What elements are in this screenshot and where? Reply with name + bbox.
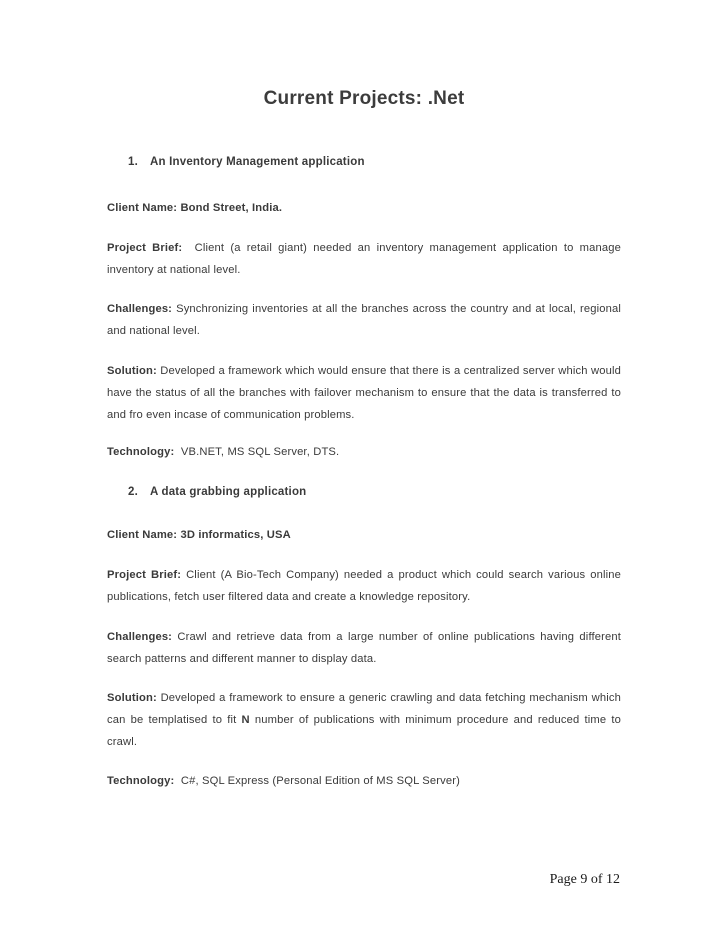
project-2-name: A data grabbing application xyxy=(150,486,307,498)
project-2-solution-bold: N xyxy=(241,714,250,726)
project-2-solution-text-2: number of publications with minimum procedure and reduced time to crawl. xyxy=(107,714,621,748)
project-2-technology-label: Technology: xyxy=(107,775,175,787)
project-2-brief-label: Project Brief: xyxy=(107,569,182,581)
project-2-solution xyxy=(107,687,621,753)
project-2-client-label: Client Name: xyxy=(107,529,178,541)
project-1-solution-label: Solution: xyxy=(107,365,157,377)
project-1-challenges-label: Challenges: xyxy=(107,303,173,315)
project-2-technology xyxy=(107,770,621,792)
project-1-challenges-text: Synchronizing inventories at all the branches across the country and at local, regional and national level. xyxy=(107,303,621,337)
project-1-number: 1. xyxy=(128,156,138,168)
project-2-client-value: 3D informatics, USA xyxy=(180,529,291,541)
project-2-challenges-label: Challenges: xyxy=(107,631,173,643)
project-2-brief xyxy=(107,564,621,608)
project-1-brief xyxy=(107,237,621,281)
project-2-technology-text: C#, SQL Express (Personal Edition of MS SQL Server) xyxy=(180,775,461,787)
page-number: Page 9 of 12 xyxy=(549,872,620,887)
project-1-brief-text: Client (a retail giant) needed an inventory management application to manage inventory at national level. xyxy=(107,242,621,276)
project-1-technology xyxy=(107,441,621,463)
project-2-solution-label: Solution: xyxy=(107,692,157,704)
project-1-solution xyxy=(107,360,621,426)
project-2-number: 2. xyxy=(128,486,138,498)
project-2-challenges xyxy=(107,626,621,670)
project-1-technology-label: Technology: xyxy=(107,446,175,458)
project-1-technology-text: VB.NET, MS SQL Server, DTS. xyxy=(180,446,340,458)
project-1-brief-label: Project Brief: xyxy=(107,242,183,254)
project-1-client-label: Client Name: xyxy=(107,202,178,214)
project-2-client xyxy=(107,524,621,546)
project-1-name: An Inventory Management application xyxy=(150,156,365,168)
project-2-solution-text-1: Developed a framework to ensure a generic crawling and data fetching mechanism which can be templatised to fit xyxy=(107,692,621,726)
project-2-heading xyxy=(128,486,306,498)
project-1-client xyxy=(107,197,621,219)
project-2-brief-text: Client (A Bio-Tech Company) needed a product which could search various online publications, fetch user filtered data and create a knowledge repository. xyxy=(107,569,621,603)
project-1-solution-text: Developed a framework which would ensure that there is a centralized server which would have the status of all the branches with failover mechanism to ensure that the data is transferred to and fro even incase of communication problems. xyxy=(107,365,621,421)
project-1-client-value: Bond Street, India. xyxy=(180,202,283,214)
project-1-heading xyxy=(128,156,365,168)
project-2-challenges-text: Crawl and retrieve data from a large number of online publications having different search patterns and different manner to display data. xyxy=(107,631,622,665)
page-title: Current Projects: .Net xyxy=(263,88,465,109)
project-1-challenges xyxy=(107,298,621,342)
